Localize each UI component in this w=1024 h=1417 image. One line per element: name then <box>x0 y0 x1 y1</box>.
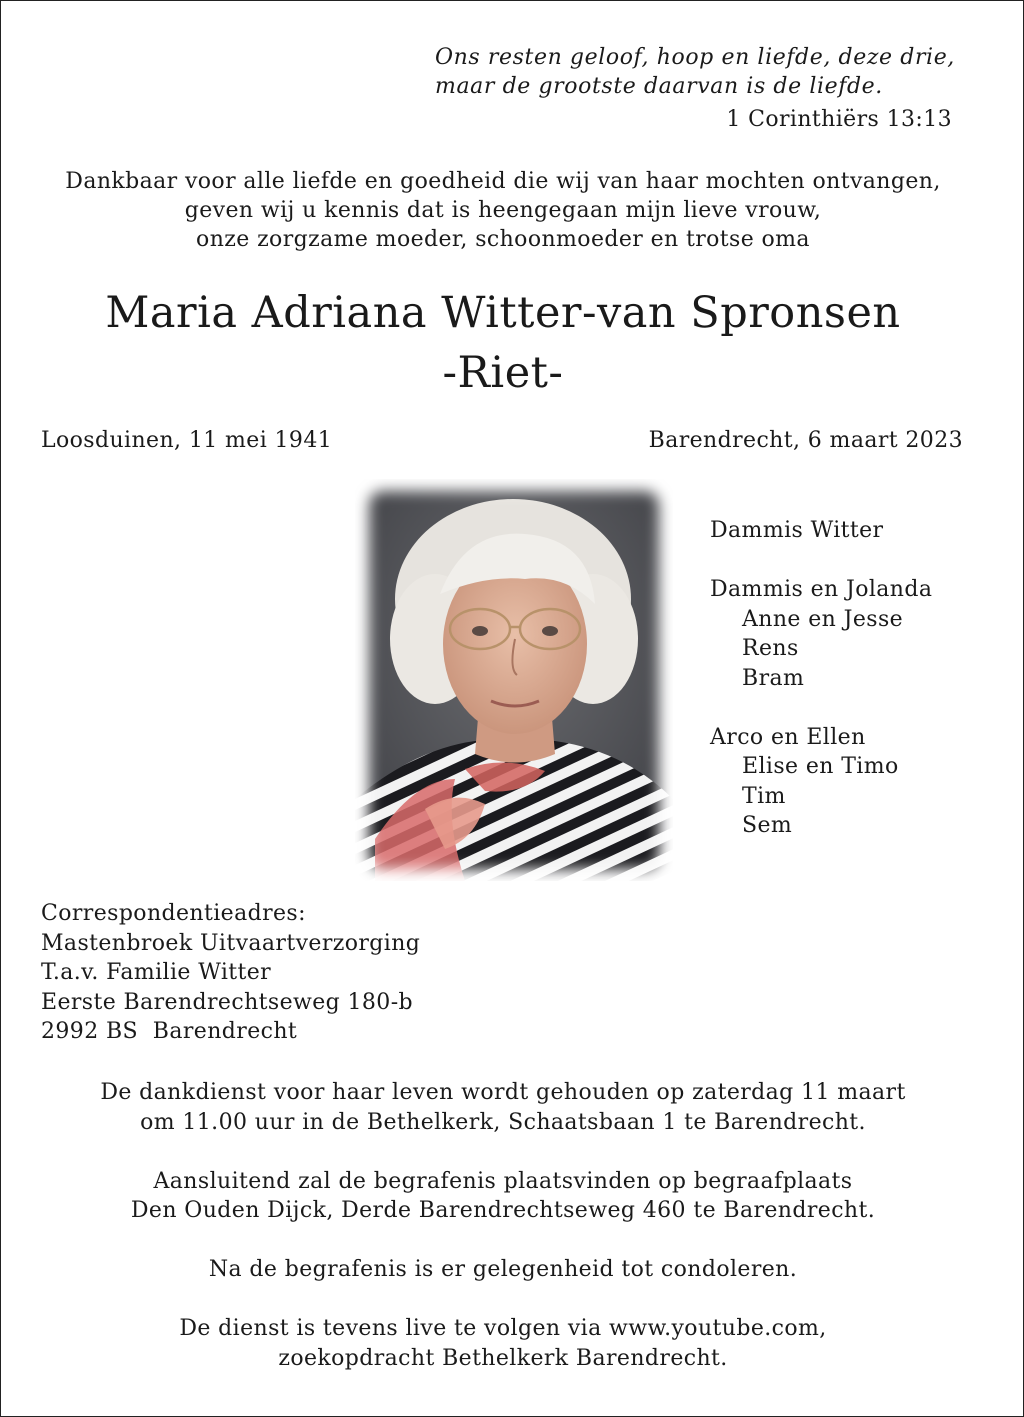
death-place-date: Barendrecht, 6 maart 2023 <box>648 428 963 453</box>
family-couple-1: Dammis en Jolanda <box>710 577 933 602</box>
condolence-line: Na de begrafenis is er gelegenheid tot condoleren. <box>208 1257 798 1282</box>
family-couple-2: Arco en Ellen <box>710 724 866 750</box>
address-label: Correspondentieadres: <box>41 901 306 926</box>
intro-text <box>1 167 1005 254</box>
family-list <box>710 516 932 841</box>
deceased-nickname: -Riet- <box>442 348 564 398</box>
portrait-photo <box>355 479 673 881</box>
grandchild-entry: Bram <box>742 665 805 691</box>
livestream-line: zoekopdracht Bethelkerk Barendrecht. <box>278 1345 728 1371</box>
burial-line: Aansluitend zal de begrafenis plaatsvinden op begraafplaats <box>153 1168 853 1194</box>
verse-line-1: Ons resten geloof, hoop en liefde, deze drie, <box>435 45 955 70</box>
deceased-full-name: Maria Adriana Witter-van Spronsen <box>105 288 901 338</box>
grandchild-entry: Anne en Jesse <box>742 606 904 632</box>
grandchild-entry: Rens <box>742 636 799 661</box>
address-line-1: Mastenbroek Uitvaartverzorging <box>41 930 421 956</box>
intro-line-1: Dankbaar voor alle liefde en goedheid die wij van haar mochten ontvangen, <box>65 169 941 194</box>
livestream-line: De dienst is tevens live te volgen via www.youtube.com, <box>179 1316 827 1341</box>
verse-line-2: maar de grootste daarvan is de liefde. <box>435 74 883 99</box>
spouse-name: Dammis Witter <box>710 518 884 543</box>
grandchild-entry: Tim <box>742 783 786 809</box>
birth-place-date: Loosduinen, 11 mei 1941 <box>41 428 333 453</box>
grandchild-entry: Elise en Timo <box>742 754 899 779</box>
address-line-2: T.a.v. Familie Witter <box>41 960 272 985</box>
address-line-4: 2992 BS Barendrecht <box>41 1019 298 1044</box>
address-line-3: Eerste Barendrechtseweg 180-b <box>41 989 414 1015</box>
service-line: De dankdienst voor haar leven wordt gehouden op zaterdag 11 maart <box>100 1080 906 1105</box>
intro-line-3: onze zorgzame moeder, schoonmoeder en trotse oma <box>196 227 810 252</box>
burial-line: Den Ouden Dijck, Derde Barendrechtseweg 460 te Barendrecht. <box>130 1198 876 1223</box>
bible-verse <box>435 43 955 101</box>
verse-reference: 1 Corinthiërs 13:13 <box>726 107 952 132</box>
service-line: om 11.00 uur in de Bethelkerk, Schaatsbaan 1 te Barendrecht. <box>140 1109 866 1135</box>
intro-line-2: geven wij u kennis dat is heengegaan mijn lieve vrouw, <box>184 198 822 223</box>
grandchild-entry: Sem <box>742 813 793 838</box>
service-details <box>1 1078 1005 1373</box>
correspondence-address <box>41 899 420 1047</box>
